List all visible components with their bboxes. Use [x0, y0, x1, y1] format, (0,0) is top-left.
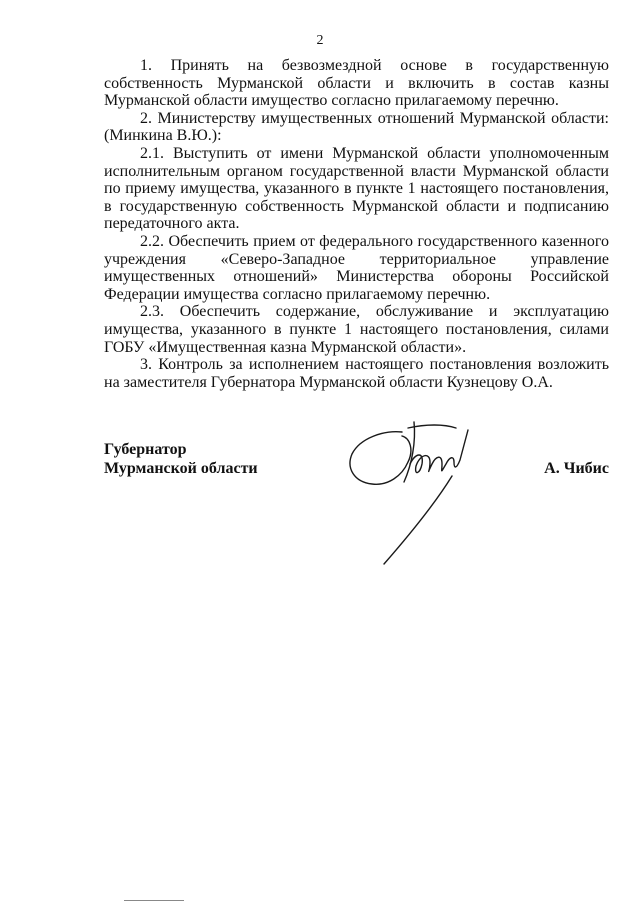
signatory-title-line1: Губернатор	[104, 441, 187, 458]
paragraph-2: 2. Министерству имущественных отношений Мурманской области: (Минкина В.Ю.):	[104, 109, 609, 145]
signature-block	[104, 440, 609, 570]
footer-divider	[124, 900, 184, 901]
signatory-name: А. Чибис	[544, 460, 609, 477]
page-number: 2	[316, 33, 324, 48]
paragraph-1: 1. Принять на безвозмездной основе в государственную собственность Мурманской области и включить в состав казны Мурманской области имущество согласно прилагаемому перечню.	[104, 57, 609, 110]
paragraph-2-1: 2.1. Выступить от имени Мурманской области уполномоченным исполнительным органом государственной власти Мурманской области по приему имущества, указанного в пункте 1 настоящего постановления, в государственную собственность Мурманской области и подписанию передаточного акта.	[104, 144, 609, 233]
document-body	[104, 57, 609, 391]
handwritten-signature	[344, 402, 514, 572]
paragraph-3: 3. Контроль за исполнением настоящего постановления возложить на заместителя Губернатора Мурманской области Кузнецову О.А.	[104, 356, 609, 391]
paragraph-2-2: 2.2. Обеспечить прием от федерального государственного казенного учреждения «Северо-Западное территориальное управление имущественных отношений» Министерства обороны Российской Федерации имущества согласно прилагаемому перечню.	[104, 232, 609, 303]
paragraph-2-3: 2.3. Обеспечить содержание, обслуживание и эксплуатацию имущества, указанного в пункте 1 настоящего постановления, силами ГОБУ «Имущественная казна Мурманской области».	[104, 303, 609, 356]
signatory-title	[104, 440, 258, 478]
signatory-title-line2: Мурманской области	[104, 460, 258, 477]
